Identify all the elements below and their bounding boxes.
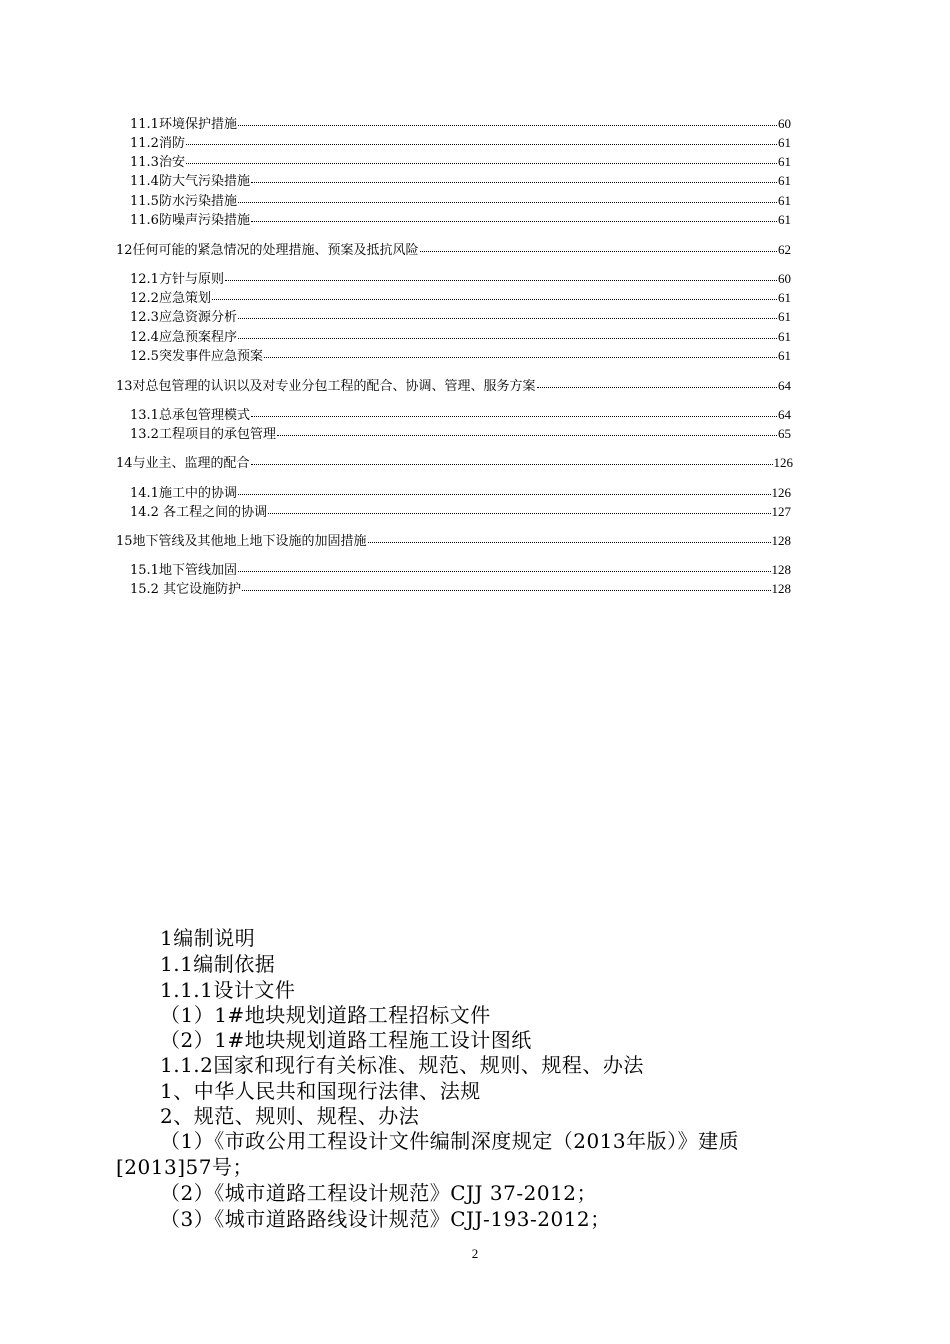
toc-entry[interactable] — [116, 241, 791, 259]
toc-page: 61 — [778, 309, 791, 324]
toc-label: 11.6防噪声污染措施 — [130, 213, 250, 228]
toc-entry[interactable] — [116, 454, 793, 472]
toc-label: 12.4应急预案程序 — [130, 330, 237, 345]
list-item: （2）1#地块规划道路工程施工设计图纸 — [160, 1028, 532, 1052]
toc-entry[interactable] — [130, 172, 791, 190]
toc-page: 126 — [773, 455, 793, 470]
toc-entry[interactable] — [130, 347, 791, 365]
toc-entry[interactable] — [130, 406, 791, 424]
toc-entry[interactable] — [116, 532, 791, 550]
toc-entry[interactable] — [130, 115, 791, 133]
list-item: （3）《城市道路路线设计规范》CJJ-193-2012； — [160, 1207, 611, 1231]
toc-leader — [251, 171, 777, 183]
toc-page: 128 — [771, 581, 791, 596]
toc-page: 128 — [771, 533, 791, 548]
toc-label: 13.2工程项目的承包管理 — [130, 427, 276, 442]
toc-entry[interactable] — [130, 328, 791, 346]
toc-page: 60 — [778, 271, 791, 286]
toc-entry[interactable] — [130, 134, 791, 152]
toc-entry[interactable] — [130, 211, 791, 229]
toc-entry[interactable] — [130, 503, 791, 521]
toc-leader — [238, 560, 771, 572]
list-item-continuation: [2013]57号； — [116, 1155, 253, 1179]
toc-entry[interactable] — [130, 561, 791, 579]
list-item: （1）《市政公用工程设计文件编制深度规定（2013年版）》建质 — [160, 1129, 740, 1153]
toc-label: 14.1施工中的协调 — [130, 486, 237, 501]
toc-leader — [537, 376, 777, 388]
page-number: 2 — [471, 1246, 479, 1261]
toc-entry[interactable] — [130, 580, 791, 598]
toc-leader — [242, 579, 770, 591]
toc-leader — [238, 483, 771, 495]
toc-leader — [251, 210, 777, 222]
toc-entry[interactable] — [130, 425, 791, 443]
toc-page: 62 — [778, 242, 791, 257]
list-item: 2、规范、规则、规程、办法 — [160, 1104, 420, 1128]
toc-page: 61 — [778, 290, 791, 305]
toc-leader — [264, 346, 777, 358]
toc-leader — [238, 114, 777, 126]
toc-label: 12任何可能的紧急情况的处理措施、预案及抵抗风险 — [116, 243, 419, 258]
toc-page: 61 — [778, 154, 791, 169]
toc-label: 11.5防水污染措施 — [130, 194, 237, 209]
toc-leader — [251, 405, 777, 417]
toc-label: 14.2 各工程之间的协调 — [130, 505, 268, 520]
toc-leader — [251, 453, 773, 465]
toc-leader — [186, 152, 777, 164]
toc-page: 61 — [778, 173, 791, 188]
toc-page: 61 — [778, 348, 791, 363]
toc-page: 61 — [778, 135, 791, 150]
toc-entry[interactable] — [130, 153, 791, 171]
toc-page: 65 — [778, 426, 791, 441]
toc-leader — [238, 191, 777, 203]
subsection-heading: 1.1.2国家和现行有关标准、规范、规则、规程、办法 — [160, 1053, 644, 1077]
toc-label: 13对总包管理的认识以及对专业分包工程的配合、协调、管理、服务方案 — [116, 379, 536, 394]
toc-entry[interactable] — [130, 289, 791, 307]
toc-label: 12.2应急策划 — [130, 291, 211, 306]
toc-page: 61 — [778, 193, 791, 208]
toc-leader — [268, 502, 770, 514]
toc-label: 12.1方针与原则 — [130, 272, 224, 287]
toc-page: 64 — [778, 378, 791, 393]
toc-leader — [225, 269, 777, 281]
toc-label: 15.2 其它设施防护 — [130, 582, 242, 597]
toc-label: 15地下管线及其他地上地下设施的加固措施 — [116, 534, 367, 549]
toc-label: 13.1总承包管理模式 — [130, 408, 250, 423]
toc-entry[interactable] — [130, 270, 791, 288]
toc-label: 12.5突发事件应急预案 — [130, 349, 263, 364]
toc-label: 11.4防大气污染措施 — [130, 174, 250, 189]
toc-page: 64 — [778, 407, 791, 422]
toc-page: 128 — [771, 562, 791, 577]
toc-leader — [212, 288, 777, 300]
toc-page: 60 — [778, 116, 791, 131]
toc-label: 15.1地下管线加固 — [130, 563, 237, 578]
toc-entry[interactable] — [130, 192, 791, 210]
toc-label: 11.1环境保护措施 — [130, 117, 237, 132]
toc-entry[interactable] — [130, 484, 791, 502]
toc-page: 61 — [778, 329, 791, 344]
list-item: （1）1#地块规划道路工程招标文件 — [160, 1003, 491, 1027]
toc-leader — [238, 307, 777, 319]
toc-leader — [368, 531, 771, 543]
toc-leader — [186, 133, 777, 145]
toc-page: 126 — [771, 485, 791, 500]
toc-label: 12.3应急资源分析 — [130, 310, 237, 325]
subsection-heading: 1.1.1设计文件 — [160, 978, 296, 1002]
toc-leader — [420, 240, 777, 252]
toc-entry[interactable] — [130, 308, 791, 326]
toc-leader — [238, 327, 777, 339]
section-heading: 1编制说明 — [160, 926, 256, 950]
toc-page: 127 — [771, 504, 791, 519]
toc-label: 14与业主、监理的配合 — [116, 456, 250, 471]
list-item: （2）《城市道路工程设计规范》CJJ 37-2012； — [160, 1181, 598, 1205]
toc-entry[interactable] — [116, 377, 791, 395]
toc-label: 11.2消防 — [130, 136, 185, 151]
toc-page: 61 — [778, 212, 791, 227]
toc-leader — [277, 424, 777, 436]
toc-label: 11.3治安 — [130, 155, 185, 170]
subsection-heading: 1.1编制依据 — [160, 952, 276, 976]
list-item: 1、中华人民共和国现行法律、法规 — [160, 1079, 481, 1103]
